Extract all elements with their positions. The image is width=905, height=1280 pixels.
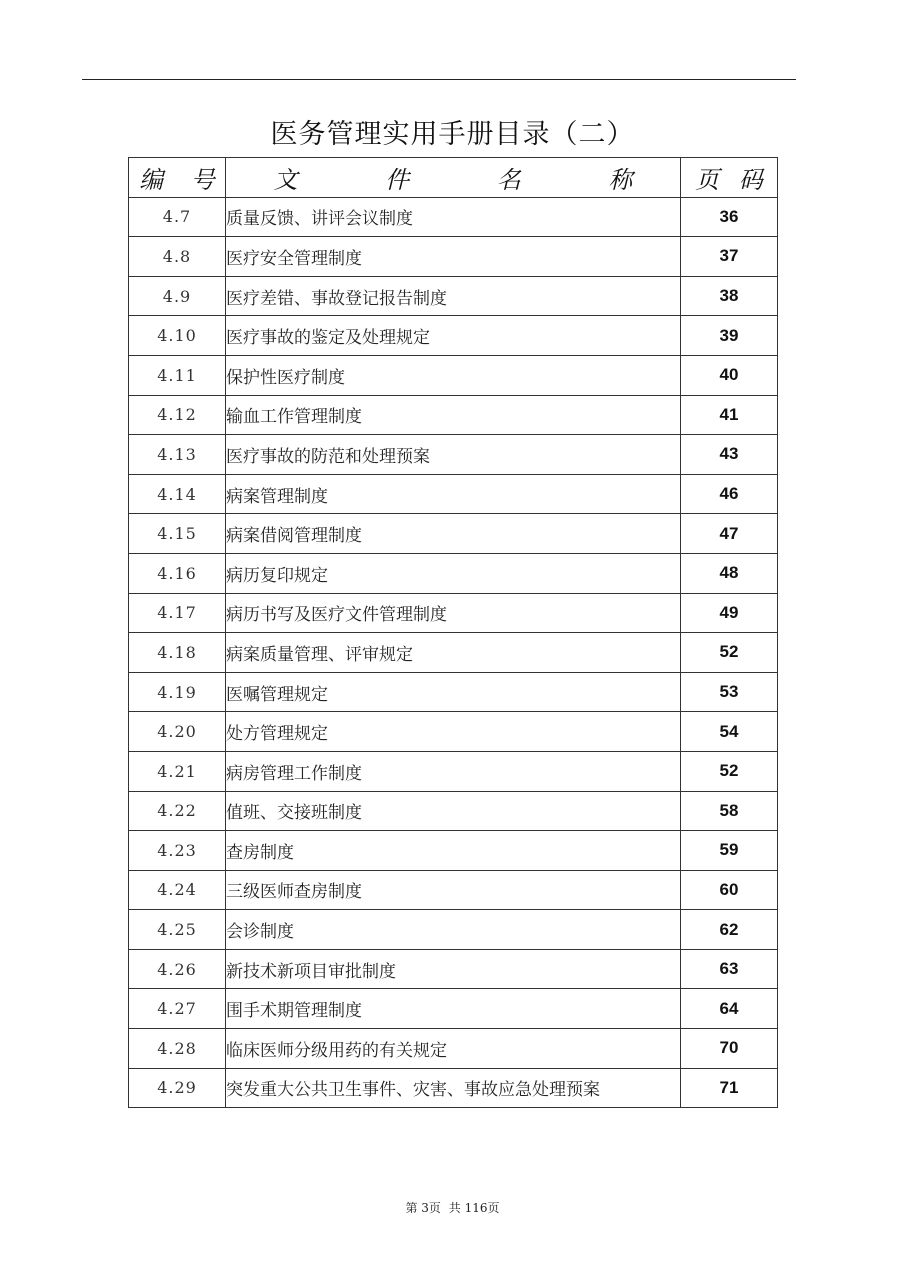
entry-name: 输血工作管理制度 xyxy=(226,395,681,435)
page-total: 共 116页 xyxy=(448,1201,500,1215)
entry-number: 4.13 xyxy=(129,435,226,475)
table-row xyxy=(129,633,778,673)
page-footer xyxy=(0,1199,905,1216)
entry-name: 病历书写及医疗文件管理制度 xyxy=(226,593,681,633)
entry-page: 54 xyxy=(681,712,778,752)
table-row xyxy=(129,395,778,435)
entry-number: 4.16 xyxy=(129,553,226,593)
entry-number: 4.22 xyxy=(129,791,226,831)
entry-page: 59 xyxy=(681,831,778,871)
table-row xyxy=(129,197,778,237)
table-body xyxy=(129,197,778,1108)
entry-number: 4.11 xyxy=(129,355,226,395)
entry-number: 4.26 xyxy=(129,949,226,989)
table-row xyxy=(129,474,778,514)
header-page: 页 码 xyxy=(681,158,778,198)
entry-page: 60 xyxy=(681,870,778,910)
entry-name: 突发重大公共卫生事件、灾害、事故应急处理预案 xyxy=(226,1068,681,1108)
entry-name: 临床医师分级用药的有关规定 xyxy=(226,1029,681,1069)
header-rule xyxy=(82,79,796,80)
entry-page: 64 xyxy=(681,989,778,1029)
entry-number: 4.20 xyxy=(129,712,226,752)
table-row xyxy=(129,672,778,712)
table-row xyxy=(129,1068,778,1108)
table-row xyxy=(129,276,778,316)
entry-name: 会诊制度 xyxy=(226,910,681,950)
table-row xyxy=(129,1029,778,1069)
page-number: 第 3页 xyxy=(405,1201,441,1215)
document-title: 医务管理实用手册目录（二） xyxy=(270,119,635,150)
entry-number: 4.14 xyxy=(129,474,226,514)
entry-number: 4.7 xyxy=(129,197,226,237)
entry-page: 62 xyxy=(681,910,778,950)
entry-name: 病案借阅管理制度 xyxy=(226,514,681,554)
table-row xyxy=(129,553,778,593)
entry-number: 4.19 xyxy=(129,672,226,712)
entry-page: 52 xyxy=(681,751,778,791)
entry-name: 医疗事故的鉴定及处理规定 xyxy=(226,316,681,356)
entry-number: 4.25 xyxy=(129,910,226,950)
entry-page: 71 xyxy=(681,1068,778,1108)
entry-name: 新技术新项目审批制度 xyxy=(226,949,681,989)
entry-name: 医疗安全管理制度 xyxy=(226,237,681,277)
entry-page: 47 xyxy=(681,514,778,554)
entry-number: 4.23 xyxy=(129,831,226,871)
entry-name: 三级医师查房制度 xyxy=(226,870,681,910)
entry-number: 4.10 xyxy=(129,316,226,356)
entry-number: 4.9 xyxy=(129,276,226,316)
table-row xyxy=(129,949,778,989)
table-of-contents xyxy=(128,157,778,1108)
table-row xyxy=(129,316,778,356)
entry-name: 病房管理工作制度 xyxy=(226,751,681,791)
entry-page: 49 xyxy=(681,593,778,633)
entry-page: 63 xyxy=(681,949,778,989)
entry-page: 70 xyxy=(681,1029,778,1069)
entry-page: 36 xyxy=(681,197,778,237)
entry-page: 48 xyxy=(681,553,778,593)
entry-page: 39 xyxy=(681,316,778,356)
entry-number: 4.24 xyxy=(129,870,226,910)
entry-name: 病历复印规定 xyxy=(226,553,681,593)
entry-name: 处方管理规定 xyxy=(226,712,681,752)
table-row xyxy=(129,712,778,752)
entry-page: 52 xyxy=(681,633,778,673)
table-row xyxy=(129,237,778,277)
entry-number: 4.17 xyxy=(129,593,226,633)
entry-number: 4.29 xyxy=(129,1068,226,1108)
table-row xyxy=(129,355,778,395)
entry-page: 46 xyxy=(681,474,778,514)
entry-number: 4.8 xyxy=(129,237,226,277)
table-row xyxy=(129,831,778,871)
entry-page: 53 xyxy=(681,672,778,712)
entry-page: 58 xyxy=(681,791,778,831)
entry-page: 40 xyxy=(681,355,778,395)
entry-name: 病案质量管理、评审规定 xyxy=(226,633,681,673)
entry-name: 医疗差错、事故登记报告制度 xyxy=(226,276,681,316)
entry-number: 4.28 xyxy=(129,1029,226,1069)
table-row xyxy=(129,910,778,950)
entry-number: 4.12 xyxy=(129,395,226,435)
entry-number: 4.21 xyxy=(129,751,226,791)
table-row xyxy=(129,751,778,791)
entry-page: 37 xyxy=(681,237,778,277)
header-file-name: 文 件 名 称 xyxy=(226,158,681,198)
table-row xyxy=(129,514,778,554)
header-number: 编 号 xyxy=(129,158,226,198)
table-row xyxy=(129,435,778,475)
entry-name: 质量反馈、讲评会议制度 xyxy=(226,197,681,237)
entry-name: 围手术期管理制度 xyxy=(226,989,681,1029)
entry-name: 医嘱管理规定 xyxy=(226,672,681,712)
entry-name: 保护性医疗制度 xyxy=(226,355,681,395)
entry-number: 4.27 xyxy=(129,989,226,1029)
entry-name: 值班、交接班制度 xyxy=(226,791,681,831)
entry-page: 38 xyxy=(681,276,778,316)
entry-number: 4.18 xyxy=(129,633,226,673)
table-header-row xyxy=(129,158,778,198)
entry-name: 查房制度 xyxy=(226,831,681,871)
entry-number: 4.15 xyxy=(129,514,226,554)
entry-page: 43 xyxy=(681,435,778,475)
entry-page: 41 xyxy=(681,395,778,435)
entry-name: 病案管理制度 xyxy=(226,474,681,514)
table-row xyxy=(129,593,778,633)
table-row xyxy=(129,989,778,1029)
table-row xyxy=(129,870,778,910)
table-row xyxy=(129,791,778,831)
entry-name: 医疗事故的防范和处理预案 xyxy=(226,435,681,475)
